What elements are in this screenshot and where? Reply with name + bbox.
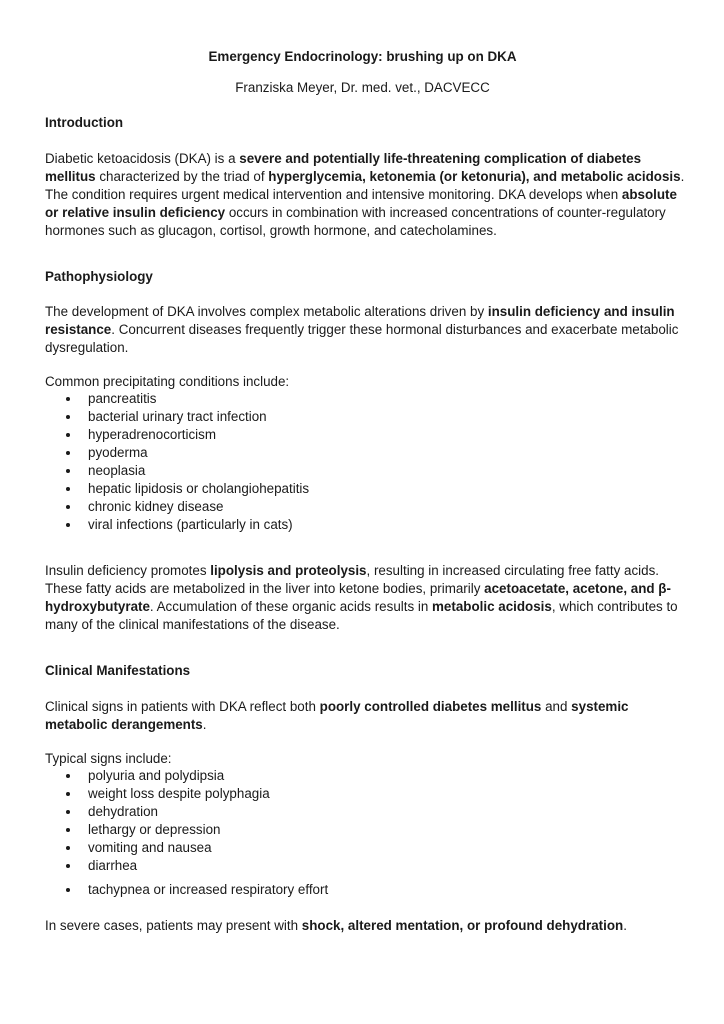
body-text: Clinical signs in patients with DKA reflect both (45, 699, 320, 714)
list-item (45, 767, 328, 785)
list-item-label: vomiting and nausea (88, 840, 212, 855)
list-item-label: dehydration (88, 804, 158, 819)
list-item (45, 426, 309, 444)
insulin-deficiency-paragraph (45, 562, 685, 634)
emphasis-text: insulin deficiency and insulin resistance (45, 304, 675, 337)
emphasis-text: lipolysis and proteolysis (210, 563, 367, 578)
list-item (45, 803, 328, 821)
list-item-label: neoplasia (88, 463, 146, 478)
pathophysiology-paragraph (45, 303, 685, 357)
list-item (45, 462, 309, 480)
bullet-icon (66, 828, 70, 832)
body-text: The development of DKA involves complex metabolic alterations driven by (45, 304, 488, 319)
emphasis-text: metabolic acidosis (432, 599, 552, 614)
body-text: , which contributes to many of the clinical manifestations of the disease. (45, 599, 678, 632)
bullet-icon (66, 505, 70, 509)
typical-signs-intro: Typical signs include: (45, 751, 172, 766)
emphasis-text: acetoacetate, acetone, and β-hydroxybutyrate (45, 581, 671, 614)
bullet-icon (66, 433, 70, 437)
emphasis-text: severe and potentially life-threatening complication of diabetes mellitus (45, 151, 642, 184)
document-author: Franziska Meyer, Dr. med. vet., DACVECC (235, 80, 490, 95)
emphasis-text: shock, altered mentation, or profound dehydration (301, 918, 624, 933)
list-item (45, 498, 309, 516)
list-item-label: pyoderma (88, 445, 148, 460)
precipitating-conditions-intro: Common precipitating conditions include: (45, 374, 290, 389)
bullet-icon (66, 888, 70, 892)
body-text: characterized by the triad of (95, 169, 269, 184)
body-text: Diabetic ketoacidosis (DKA) is a (45, 151, 240, 166)
body-text: Insulin deficiency promotes (45, 563, 211, 578)
list-item (45, 444, 309, 462)
list-item (45, 408, 309, 426)
list-item (45, 839, 328, 857)
body-text: . The condition requires urgent medical intervention and intensive monitoring. DKA develops when (45, 169, 685, 202)
emphasis-text: absolute or relative insulin deficiency (45, 187, 677, 220)
severe-cases-paragraph (45, 917, 685, 935)
list-item-label: bacterial urinary tract infection (88, 409, 267, 424)
list-item-label: diarrhea (88, 858, 138, 873)
bullet-icon (66, 469, 70, 473)
list-item-label: lethargy or depression (88, 822, 221, 837)
body-text: . (202, 717, 207, 732)
list-item (45, 390, 309, 408)
list-item-label: hyperadrenocorticism (88, 427, 217, 442)
list-item (45, 881, 328, 899)
heading-introduction: Introduction (45, 115, 124, 130)
bullet-icon (66, 523, 70, 527)
heading-pathophysiology: Pathophysiology (45, 269, 153, 284)
bullet-icon (66, 810, 70, 814)
bullet-icon (66, 792, 70, 796)
typical-signs-list (45, 767, 328, 899)
precipitating-conditions-list (45, 390, 309, 534)
list-item-label: pancreatitis (88, 391, 157, 406)
bullet-icon (66, 864, 70, 868)
clinical-signs-paragraph (45, 698, 685, 734)
body-text: . (623, 918, 627, 933)
list-item-label: chronic kidney disease (88, 499, 224, 514)
body-text: In severe cases, patients may present with (45, 918, 302, 933)
bullet-icon (66, 846, 70, 850)
body-text: . Concurrent diseases frequently trigger these hormonal disturbances and exacerbate metabolic dysregulation. (45, 322, 679, 355)
list-item-label: hepatic lipidosis or cholangiohepatitis (88, 481, 310, 496)
introduction-paragraph (45, 150, 685, 240)
emphasis-text: hyperglycemia, ketonemia (or ketonuria), and metabolic acidosis (268, 169, 681, 184)
list-item-label: polyuria and polydipsia (88, 768, 225, 783)
body-text: . Accumulation of these organic acids results in (149, 599, 433, 614)
list-item (45, 516, 309, 534)
bullet-icon (66, 487, 70, 491)
list-item-label: tachypnea or increased respiratory effort (88, 882, 329, 897)
list-item (45, 785, 328, 803)
list-item-label: viral infections (particularly in cats) (88, 517, 293, 532)
bullet-icon (66, 415, 70, 419)
body-text: , resulting in increased circulating free fatty acids. These fatty acids are metabolized in the liver into ketone bodies, primarily (45, 563, 660, 596)
bullet-icon (66, 397, 70, 401)
document-title: Emergency Endocrinology: brushing up on DKA (208, 49, 517, 64)
list-item (45, 857, 328, 875)
bullet-icon (66, 451, 70, 455)
list-item (45, 821, 328, 839)
list-item-label: weight loss despite polyphagia (88, 786, 270, 801)
heading-clinical-manifestations: Clinical Manifestations (45, 663, 191, 678)
emphasis-text: systemic metabolic derangements (45, 699, 629, 732)
body-text: and (541, 699, 572, 714)
emphasis-text: poorly controlled diabetes mellitus (319, 699, 542, 714)
bullet-icon (66, 774, 70, 778)
body-text: occurs in combination with increased concentrations of counter-regulatory hormones such as glucagon, cortisol, growth hormone, and catecholamines. (45, 205, 666, 238)
list-item (45, 480, 309, 498)
